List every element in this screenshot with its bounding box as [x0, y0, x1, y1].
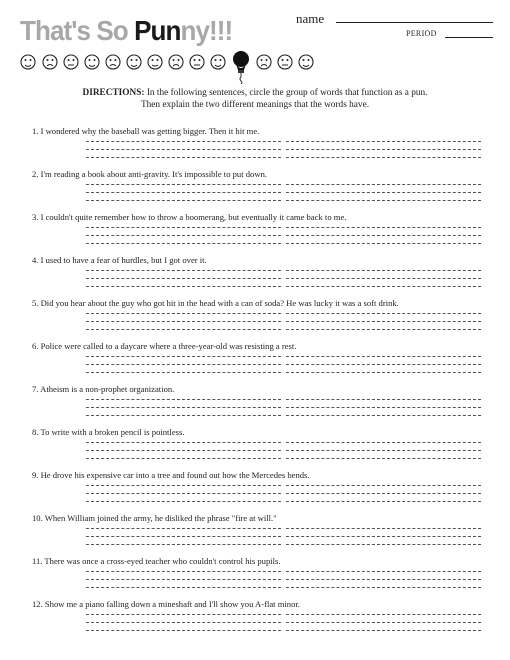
answer-line[interactable] — [86, 622, 281, 623]
answer-line[interactable] — [86, 579, 281, 580]
answer-line[interactable] — [86, 571, 281, 572]
answer-line[interactable] — [86, 270, 281, 271]
answer-line[interactable] — [86, 501, 281, 502]
directions-line-2: Then explain the two different meanings that the words have. — [140, 100, 370, 110]
name-label: name — [296, 11, 325, 26]
answer-line[interactable] — [286, 313, 481, 314]
answer-line[interactable] — [286, 485, 481, 486]
question-text: 2. I'm reading a book about anti-gravity. It's impossible to put down. — [32, 169, 268, 179]
directions — [20, 87, 490, 111]
answer-line[interactable] — [286, 536, 481, 537]
question-text: 1. I wondered why the baseball was getting bigger. Then it hit me. — [32, 126, 260, 136]
answer-line[interactable] — [286, 329, 481, 330]
answer-line[interactable] — [286, 501, 481, 502]
smiley-face-icon — [168, 54, 184, 70]
answer-line[interactable] — [286, 157, 481, 158]
smiley-face-icon — [277, 54, 293, 70]
answer-line[interactable] — [286, 622, 481, 623]
answer-line[interactable] — [86, 415, 281, 416]
smiley-face-icon — [63, 54, 79, 70]
answer-line[interactable] — [86, 587, 281, 588]
question-text: 8. To write with a broken pencil is pointless. — [32, 427, 185, 437]
answer-line[interactable] — [286, 528, 481, 529]
answer-line[interactable] — [86, 372, 281, 373]
answer-line[interactable] — [286, 184, 481, 185]
smiley-face-icon — [84, 54, 100, 70]
answer-line[interactable] — [286, 286, 481, 287]
answer-line[interactable] — [86, 278, 281, 279]
answer-line[interactable] — [86, 243, 281, 244]
answer-line[interactable] — [286, 235, 481, 236]
question-text: 9. He drove his expensive car into a tree and found out how the Mercedes bends. — [32, 470, 310, 480]
question-text: 12. Show me a piano falling down a mineshaft and I'll show you A-flat minor. — [32, 599, 300, 609]
answer-line[interactable] — [86, 192, 281, 193]
smiley-face-icon — [126, 54, 142, 70]
answer-line[interactable] — [86, 184, 281, 185]
lightbulb-icon — [232, 50, 250, 84]
smiley-face-icon — [189, 54, 205, 70]
smiley-face-icon — [105, 54, 121, 70]
answer-line[interactable] — [286, 243, 481, 244]
answer-line[interactable] — [286, 321, 481, 322]
answer-line[interactable] — [86, 356, 281, 357]
answer-line[interactable] — [286, 630, 481, 631]
question-text: 5. Did you hear about the guy who got hit in the head with a can of soda? He was lucky it was a soft drink. — [32, 298, 399, 308]
answer-line[interactable] — [86, 399, 281, 400]
question-text: 3. I couldn't quite remember how to throw a boomerang, but eventually it came back to me. — [32, 212, 347, 222]
answer-line[interactable] — [286, 587, 481, 588]
smiley-face-icon — [20, 54, 36, 70]
answer-line[interactable] — [286, 278, 481, 279]
answer-line[interactable] — [86, 450, 281, 451]
title-gray-part: That's So — [20, 15, 135, 46]
answer-line[interactable] — [286, 407, 481, 408]
answer-line[interactable] — [86, 286, 281, 287]
answer-line[interactable] — [286, 149, 481, 150]
answer-line[interactable] — [286, 399, 481, 400]
answer-line[interactable] — [286, 270, 481, 271]
answer-line[interactable] — [86, 630, 281, 631]
worksheet-title — [20, 16, 232, 46]
answer-line[interactable] — [286, 356, 481, 357]
answer-line[interactable] — [86, 141, 281, 142]
title-end-part: ny!!! — [180, 15, 233, 46]
name-field[interactable] — [336, 22, 493, 23]
question-text: 7. Atheism is a non-prophet organization. — [32, 384, 175, 394]
answer-line[interactable] — [86, 149, 281, 150]
answer-line[interactable] — [86, 614, 281, 615]
directions-lead: DIRECTIONS: — [82, 88, 145, 98]
smiley-face-icon — [42, 54, 58, 70]
answer-line[interactable] — [286, 450, 481, 451]
title-dark-part: Pun — [134, 15, 181, 46]
answer-line[interactable] — [86, 329, 281, 330]
answer-line[interactable] — [86, 321, 281, 322]
answer-line[interactable] — [86, 157, 281, 158]
answer-line[interactable] — [86, 493, 281, 494]
answer-line[interactable] — [86, 544, 281, 545]
answer-line[interactable] — [286, 458, 481, 459]
answer-line[interactable] — [286, 493, 481, 494]
question-text: 6. Police were called to a daycare where a three-year-old was resisting a rest. — [32, 341, 297, 351]
answer-line[interactable] — [86, 200, 281, 201]
smiley-face-icon — [256, 54, 272, 70]
answer-line[interactable] — [286, 579, 481, 580]
smiley-face-icon — [147, 54, 163, 70]
answer-line[interactable] — [286, 227, 481, 228]
answer-line[interactable] — [86, 442, 281, 443]
answer-line[interactable] — [286, 442, 481, 443]
answer-line[interactable] — [86, 528, 281, 529]
question-text: 4. I used to have a fear of hurdles, but I got over it. — [32, 255, 207, 265]
answer-line[interactable] — [86, 313, 281, 314]
answer-line[interactable] — [286, 364, 481, 365]
answer-line[interactable] — [86, 485, 281, 486]
answer-line[interactable] — [86, 458, 281, 459]
question-text: 10. When William joined the army, he disliked the phrase "fire at will." — [32, 513, 277, 523]
period-label: PERIOD — [406, 29, 437, 38]
answer-line[interactable] — [86, 227, 281, 228]
answer-line[interactable] — [286, 571, 481, 572]
answer-line[interactable] — [286, 544, 481, 545]
smiley-face-icon — [210, 54, 226, 70]
answer-line[interactable] — [86, 407, 281, 408]
answer-line[interactable] — [86, 536, 281, 537]
directions-line-1: In the following sentences, circle the group of words that function as a pun. — [144, 88, 428, 98]
question-text: 11. There was once a cross-eyed teacher who couldn't control his pupils. — [32, 556, 281, 566]
period-field[interactable] — [445, 37, 493, 38]
answer-line[interactable] — [286, 192, 481, 193]
answer-line[interactable] — [286, 372, 481, 373]
smiley-face-icon — [298, 54, 314, 70]
answer-line[interactable] — [286, 415, 481, 416]
answer-line[interactable] — [286, 141, 481, 142]
answer-line[interactable] — [86, 364, 281, 365]
answer-line[interactable] — [286, 200, 481, 201]
answer-line[interactable] — [286, 614, 481, 615]
answer-line[interactable] — [86, 235, 281, 236]
